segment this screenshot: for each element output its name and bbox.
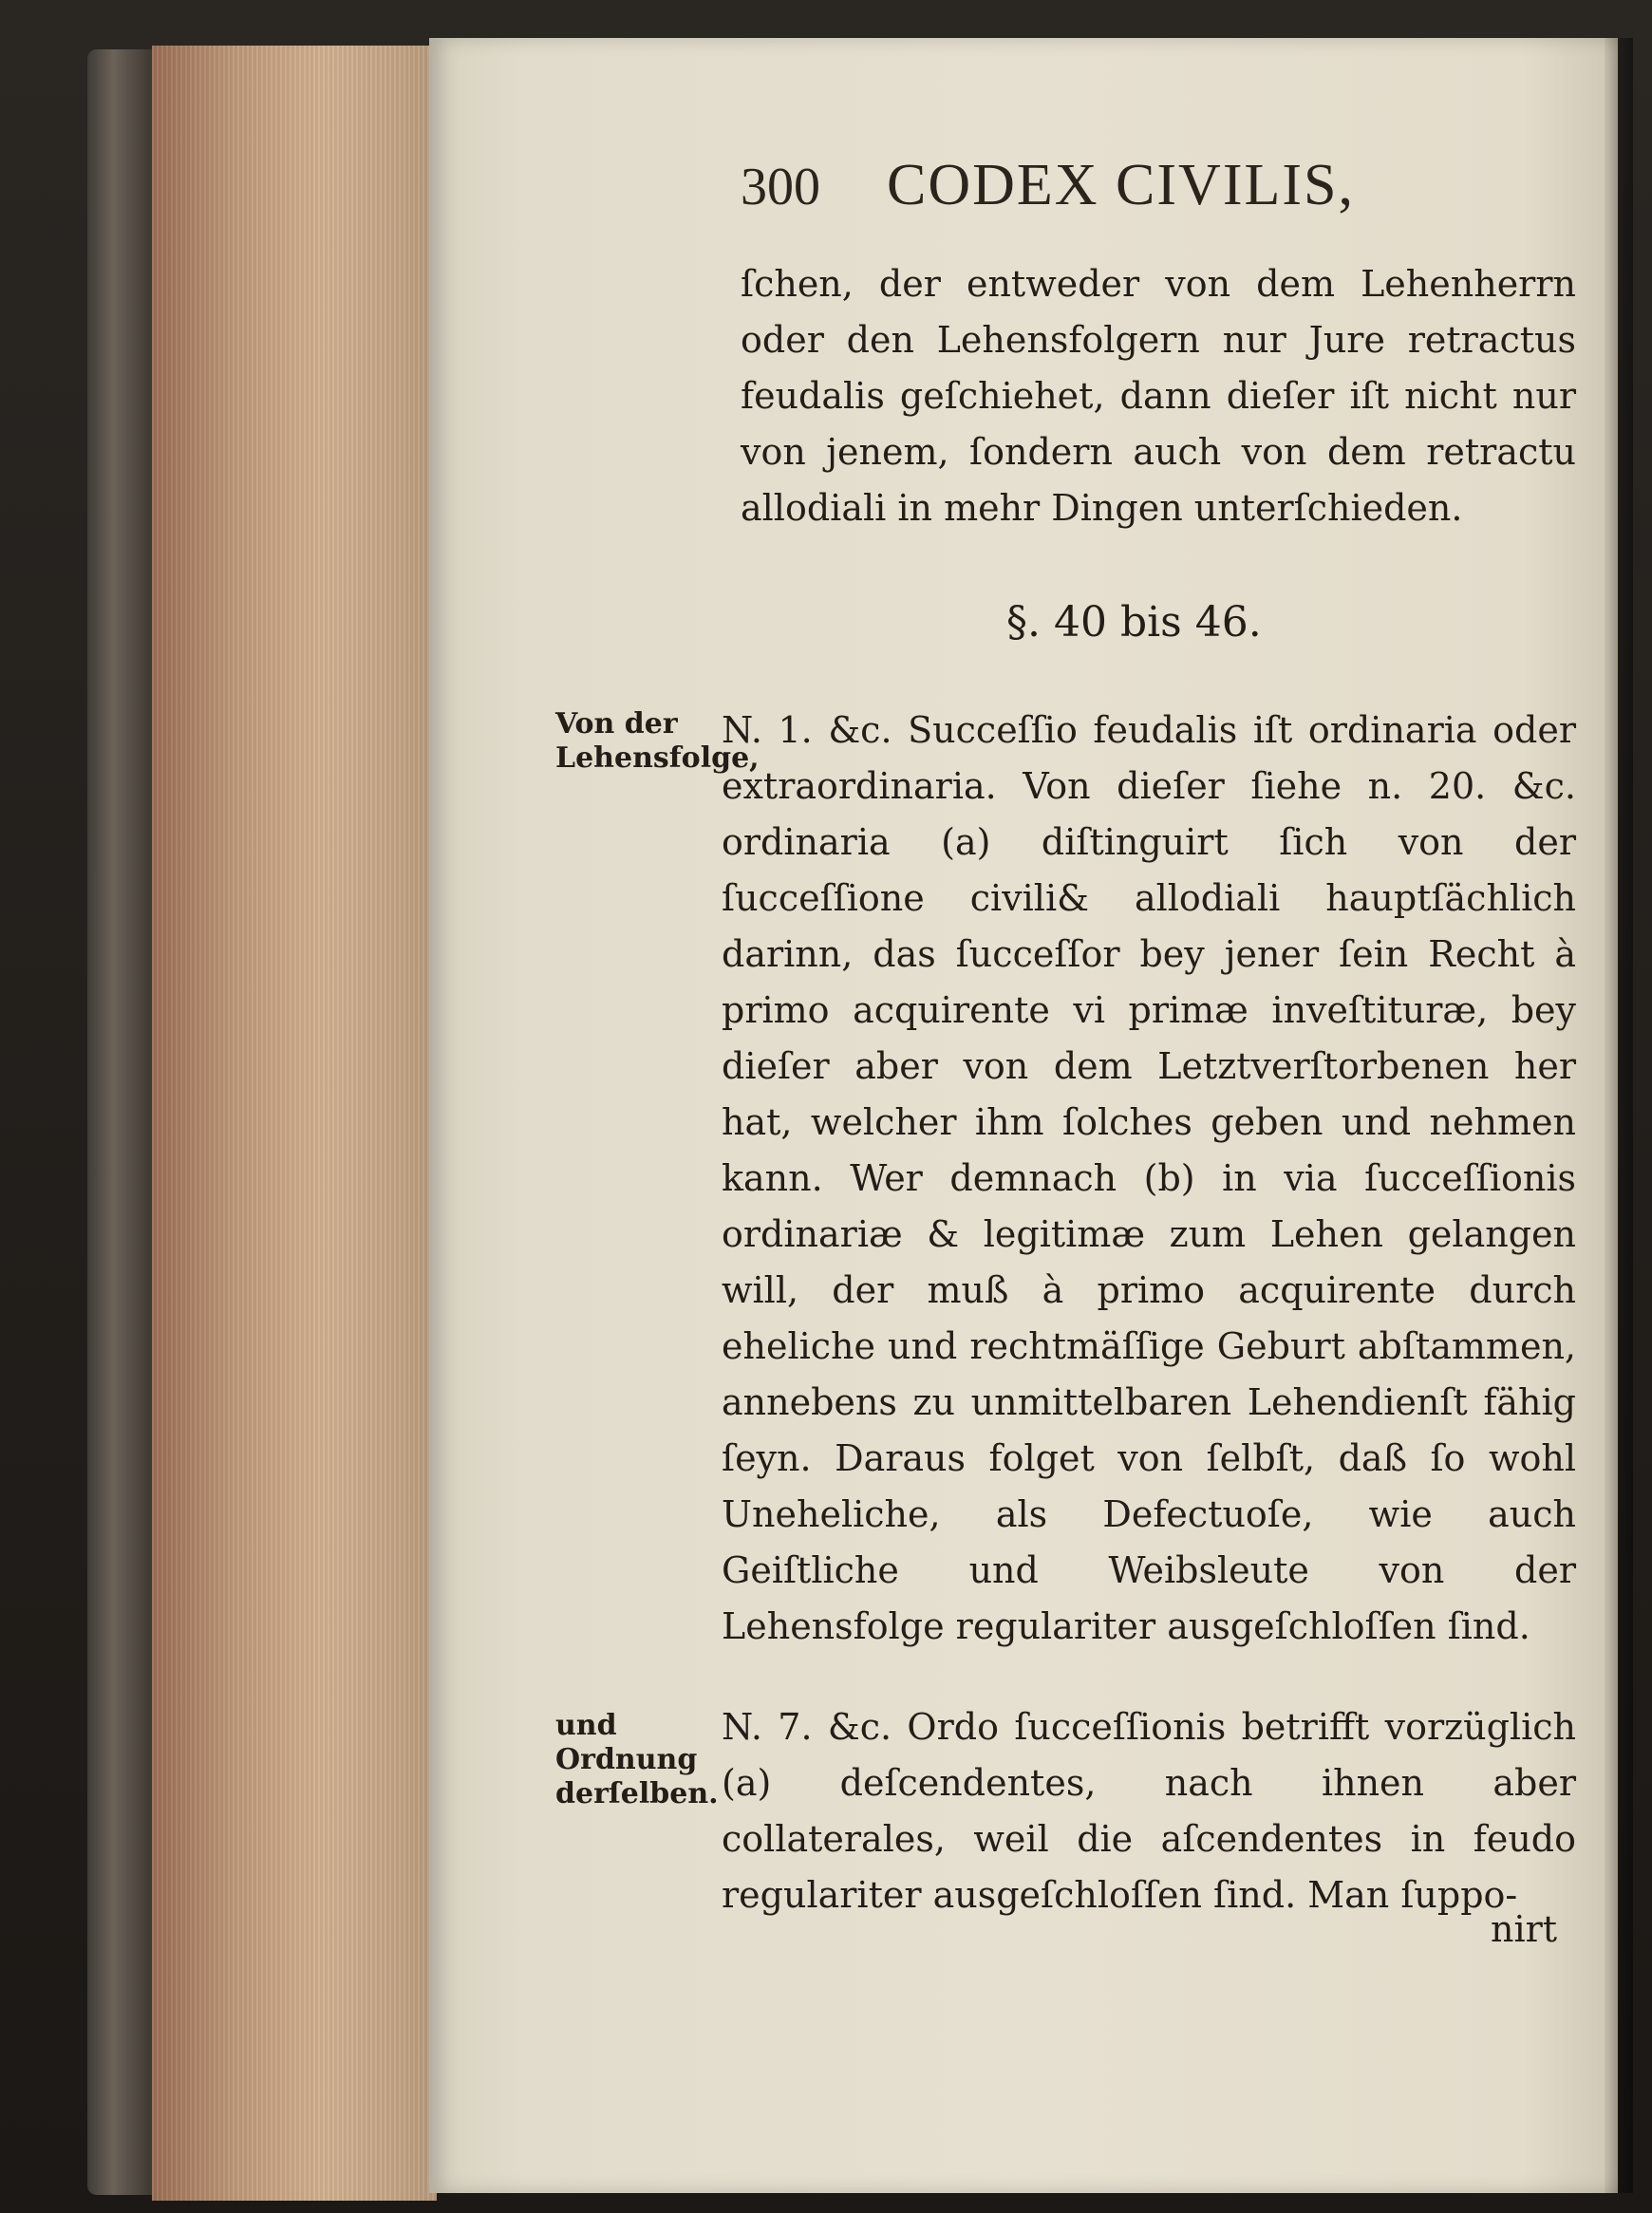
catchword: nirt [1491, 1908, 1558, 1950]
book-spine [87, 49, 161, 2195]
section-heading: §. 40 bis 46. [1006, 598, 1262, 647]
page-edge-stack [152, 46, 437, 2201]
paragraph-intro: ſchen, der entweder von dem Lehenherrn oder den Lehensfolgern nur Jure retractus feudalis geſchiehet, dann dieſer iſt nicht nur von jenem, ſondern auch von dem retractu allodiali in mehr Dingen unterſchieden. [741, 263, 1576, 529]
page-number: 300 [741, 158, 820, 216]
margin-note-ordnung: und Ordnung derſelben. [555, 1709, 719, 1810]
paragraph-ordo: N. 7. &c. Ordo ſucceſſionis betrifft vorzüglich (a) deſcendentes, nach ihnen aber collaterales, weil die aſcendentes in feudo regulariter ausgeſchloſſen ſind. Man ſuppo- [722, 1706, 1576, 1916]
running-head [741, 152, 1462, 219]
gutter-shadow [1605, 38, 1633, 2193]
running-title: CODEX CIVILIS, [887, 153, 1355, 217]
margin-note-lehensfolge: Von der Lehensfolge, [555, 707, 760, 775]
paragraph-succession: N. 1. &c. Succeſſio feudalis iſt ordinaria oder extraordinaria. Von dieſer ſiehe n. 20. &c. ordinaria (a) diſtinguirt ſich von der ſucceſſione civili& allodiali hauptſächlich darinn, das ſucceſſor bey jener ſein Recht à primo acquirente vi primæ inveſtituræ, bey dieſer aber von dem Letztverſtorbenen her hat, welcher ihm ſolches geben und nehmen kann. Wer demnach (b) in via ſucceſſionis ordinariæ & legitimæ zum Lehen gelangen will, der muß à primo acquirente durch eheliche und rechtmäſſige Geburt abſtammen, annebens zu unmittelbaren Lehendienſt fähig ſeyn. Daraus folget von ſelbſt, daß ſo wohl Uneheliche, als Defectuoſe, wie auch Geiſtliche und Weibsleute von der Lehensfolge regulariter ausgeſchloſſen ſind. [722, 709, 1576, 1647]
